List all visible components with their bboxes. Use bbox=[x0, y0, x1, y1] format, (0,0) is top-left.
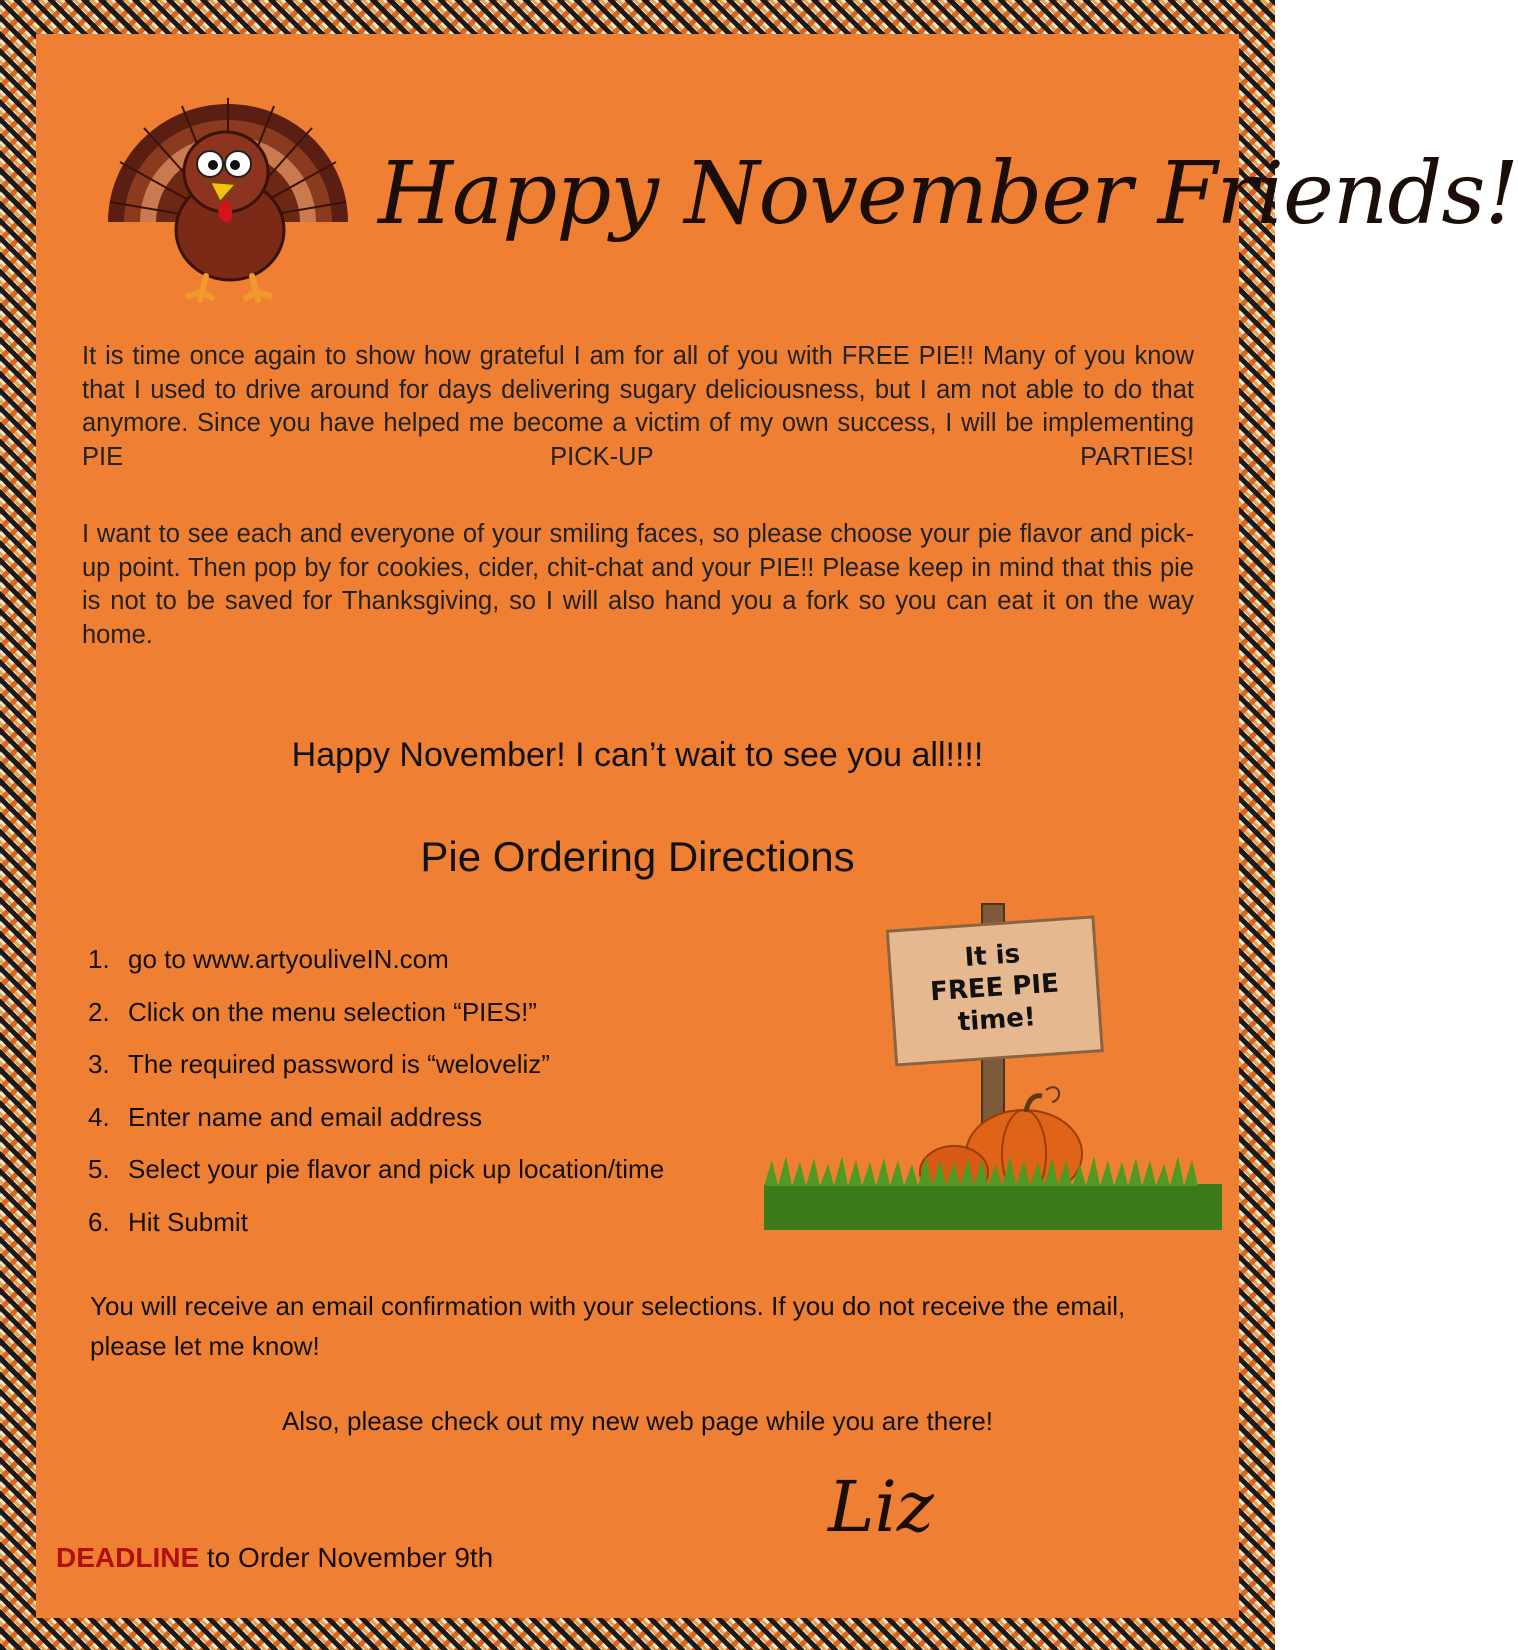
free-pie-sign-illustration bbox=[764, 904, 1224, 1244]
step-text: The required password is “weloveliz” bbox=[128, 1049, 550, 1079]
intro-paragraph-1: It is time once again to show how grateful I am for all of you with FREE PIE!! Many of you know that I used to drive around for days delivering sugary deliciousness, but I am not able to do that anymore. Since you have helped me become a victim of my own success, I will be implementing PIE PICK-UP PARTIES! bbox=[82, 342, 1194, 471]
step-text: Click on the menu selection “PIES!” bbox=[128, 996, 537, 1027]
flyer-page bbox=[36, 34, 1518, 1618]
intro-paragraph-2: I want to see each and everyone of your smiling faces, so please choose your pie flavor and pick-up point. Then pop by for cookies, cider, chit-chat and your PIE!! Please keep in mind that this pie is not to be saved for Thanksgiving, so I will also hand you a fork so you can eat it on the way home. bbox=[82, 520, 1194, 649]
deadline-line bbox=[56, 1542, 493, 1574]
list-item: 1. go to www.artyouliveIN.com bbox=[88, 944, 664, 997]
list-item: 3. The required password is “weloveliz” bbox=[88, 1049, 664, 1102]
step-text: Hit Submit bbox=[128, 1206, 248, 1237]
greeting-line: Happy November! I can’t wait to see you all!!!! bbox=[291, 736, 984, 774]
signature: Liz bbox=[828, 1466, 934, 1548]
sign-line-1: It is bbox=[963, 939, 1022, 973]
sign-line-2: FREE PIE bbox=[929, 968, 1060, 1008]
step-text: go to www.artyouliveIN.com bbox=[128, 944, 449, 974]
list-item: 5. Select your pie flavor and pick up location/time bbox=[88, 1154, 664, 1207]
list-item: 2. Click on the menu selection “PIES!” bbox=[88, 997, 664, 1050]
directions-list bbox=[88, 944, 664, 1259]
step-text: Select your pie flavor and pick up location/time bbox=[128, 1154, 665, 1184]
web-page-note: Also, please check out my new web page while you are there! bbox=[281, 1406, 994, 1436]
sign-line-3: time! bbox=[956, 1002, 1037, 1038]
step-text: Enter name and email address bbox=[128, 1101, 483, 1132]
deadline-label: DEADLINE bbox=[56, 1542, 200, 1573]
headline-title: Happy November Friends! bbox=[378, 144, 1518, 244]
list-item: 6. Hit Submit bbox=[88, 1207, 664, 1260]
deadline-date: to Order November 9th bbox=[199, 1542, 494, 1573]
turkey-illustration bbox=[102, 90, 354, 300]
confirmation-text: You will receive an email confirmation with your selections. If you do not receive the email, please let me know! bbox=[90, 1291, 1126, 1361]
directions-title: Pie Ordering Directions bbox=[420, 833, 855, 880]
list-item: 4. Enter name and email address bbox=[88, 1102, 664, 1155]
